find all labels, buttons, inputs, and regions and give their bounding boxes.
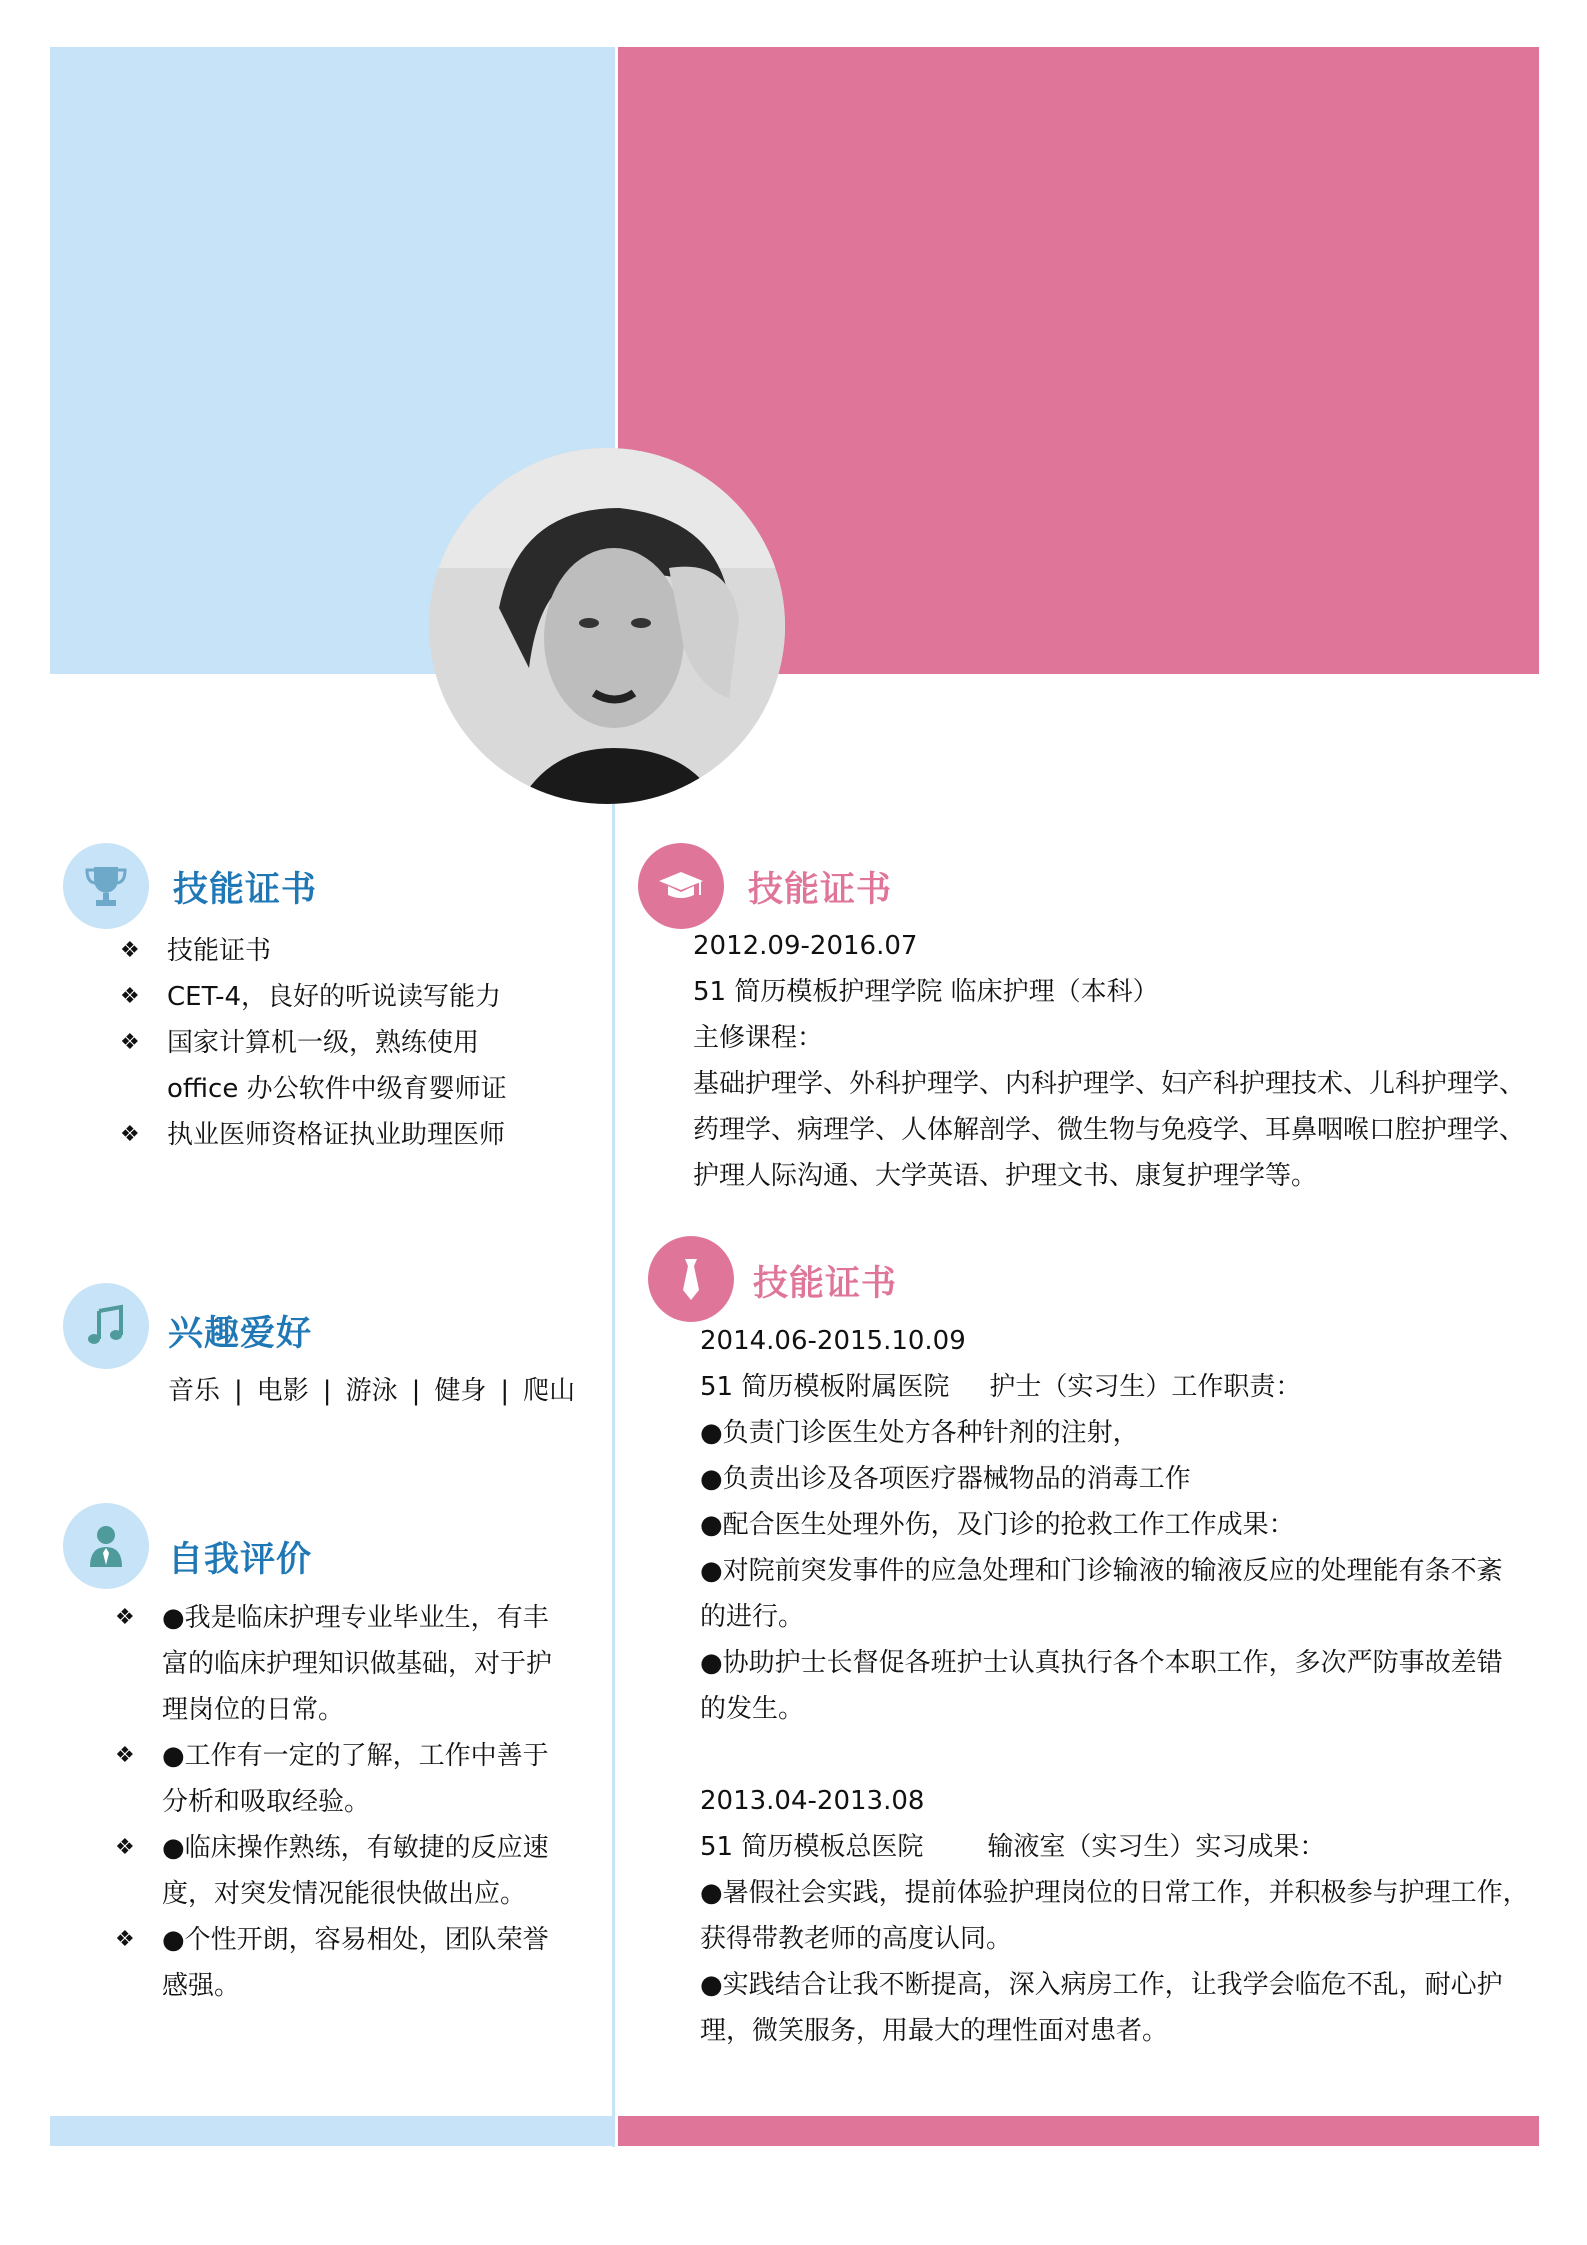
footer-left-bar xyxy=(50,2116,615,2146)
hobby-item: 音乐 xyxy=(168,1376,221,1406)
work-line: 的进行。 xyxy=(700,1602,805,1632)
profile-photo xyxy=(429,448,785,804)
work-role: 输液室（实习生）实习成果： xyxy=(987,1832,1326,1862)
work-date: 2013.04-2013.08 xyxy=(700,1786,925,1816)
education-title: 技能证书 xyxy=(748,870,893,910)
self-eval-title: 自我评价 xyxy=(168,1540,313,1580)
work-line: 理，微笑服务，用最大的理性面对患者。 xyxy=(700,2016,1169,2046)
hobby-item: 健身 xyxy=(434,1376,487,1406)
work-icon-badge xyxy=(648,1236,734,1322)
hobbies-list xyxy=(168,1368,575,1414)
column-divider xyxy=(612,47,615,2147)
work-org-role xyxy=(700,1364,1503,1410)
work-role: 护士（实习生）工作职责： xyxy=(989,1372,1302,1402)
work-title: 技能证书 xyxy=(753,1264,898,1304)
diamond-bullet-icon: ❖ xyxy=(115,1605,135,1630)
work-org-role xyxy=(700,1824,1529,1870)
work-line: ●协助护士长督促各班护士认真执行各个本职工作，多次严防事故差错 xyxy=(700,1648,1503,1678)
work-line: 的发生。 xyxy=(700,1694,805,1724)
self-eval-item: ❖ ●我是临床护理专业毕业生，有丰 富的临床护理知识做基础，对于护 理岗位的日常。 xyxy=(115,1595,605,1733)
education-courses-line: 药理学、病理学、人体解剖学、微生物与免疫学、耳鼻咽喉口腔护理学、 xyxy=(693,1115,1526,1145)
work-entry xyxy=(700,1318,1503,1732)
music-note-icon xyxy=(81,1301,131,1351)
work-line: ●对院前突发事件的应急处理和门诊输液的输液反应的处理能有条不紊 xyxy=(700,1556,1503,1586)
skills-item: ❖ CET-4，良好的听说读写能力 xyxy=(120,974,600,1020)
education-date: 2012.09-2016.07 xyxy=(693,931,918,961)
work-line: ●实践结合让我不断提高，深入病房工作，让我学会临危不乱，耐心护 xyxy=(700,1970,1503,2000)
hobby-item: 电影 xyxy=(256,1376,309,1406)
profile-photo-image xyxy=(429,448,785,804)
hobby-separator: | xyxy=(234,1376,243,1406)
education-content xyxy=(693,923,1525,1199)
footer-right-bar xyxy=(618,2116,1539,2146)
diamond-bullet-icon: ❖ xyxy=(120,984,140,1009)
person-icon xyxy=(81,1521,131,1571)
diamond-bullet-icon: ❖ xyxy=(115,1927,135,1952)
education-courses-line: 基础护理学、外科护理学、内科护理学、妇产科护理技术、儿科护理学、 xyxy=(693,1069,1526,1099)
self-eval-icon-badge xyxy=(63,1503,149,1589)
skills-item: ❖ 技能证书 xyxy=(120,928,600,974)
self-eval-item: ❖ ●临床操作熟练，有敏捷的反应速 度，对突发情况能很快做出应。 xyxy=(115,1825,605,1917)
hobby-separator: | xyxy=(500,1376,510,1406)
diamond-bullet-icon: ❖ xyxy=(115,1743,135,1768)
necktie-icon xyxy=(666,1254,716,1304)
education-courses-label: 主修课程： xyxy=(693,1023,824,1053)
work-line: 获得带教老师的高度认同。 xyxy=(700,1924,1013,1954)
skills-list xyxy=(120,928,600,1158)
work-line: ●负责出诊及各项医疗器械物品的消毒工作 xyxy=(700,1464,1191,1494)
diamond-bullet-icon: ❖ xyxy=(120,1030,140,1055)
graduation-cap-icon xyxy=(656,861,706,911)
work-line: ●暑假社会实践，提前体验护理岗位的日常工作，并积极参与护理工作， xyxy=(700,1878,1529,1908)
skills-title: 技能证书 xyxy=(173,870,318,910)
skills-icon-badge xyxy=(63,843,149,929)
education-courses-line: 护理人际沟通、大学英语、护理文书、康复护理学等。 xyxy=(693,1161,1318,1191)
hobby-item: 爬山 xyxy=(523,1376,576,1406)
work-org: 51 简历模板附属医院 xyxy=(700,1372,950,1402)
self-eval-item: ❖ ●个性开朗，容易相处，团队荣誉 感强。 xyxy=(115,1917,605,2009)
diamond-bullet-icon: ❖ xyxy=(115,1835,135,1860)
work-entry xyxy=(700,1778,1529,2054)
hobbies-title: 兴趣爱好 xyxy=(168,1314,313,1354)
trophy-icon xyxy=(81,861,131,911)
hobby-item: 游泳 xyxy=(345,1376,398,1406)
hobby-separator: | xyxy=(322,1376,332,1406)
skills-item: ❖ 国家计算机一级，熟练使用 office 办公软件中级育婴师证 xyxy=(120,1020,600,1112)
self-eval-item: ❖ ●工作有一定的了解，工作中善于 分析和吸取经验。 xyxy=(115,1733,605,1825)
work-date: 2014.06-2015.10.09 xyxy=(700,1326,966,1356)
self-eval-list xyxy=(115,1595,605,2009)
diamond-bullet-icon: ❖ xyxy=(120,938,140,963)
hobbies-icon-badge xyxy=(63,1283,149,1369)
education-school: 51 简历模板护理学院 临床护理（本科） xyxy=(693,977,1159,1007)
diamond-bullet-icon: ❖ xyxy=(120,1122,140,1147)
education-icon-badge xyxy=(638,843,724,929)
hobby-separator: | xyxy=(411,1376,421,1406)
skills-item: ❖ 执业医师资格证执业助理医师 xyxy=(120,1112,600,1158)
work-line: ●负责门诊医生处方各种针剂的注射， xyxy=(700,1418,1139,1448)
work-org: 51 简历模板总医院 xyxy=(700,1832,924,1862)
work-line: ●配合医生处理外伤，及门诊的抢救工作工作成果： xyxy=(700,1510,1295,1540)
